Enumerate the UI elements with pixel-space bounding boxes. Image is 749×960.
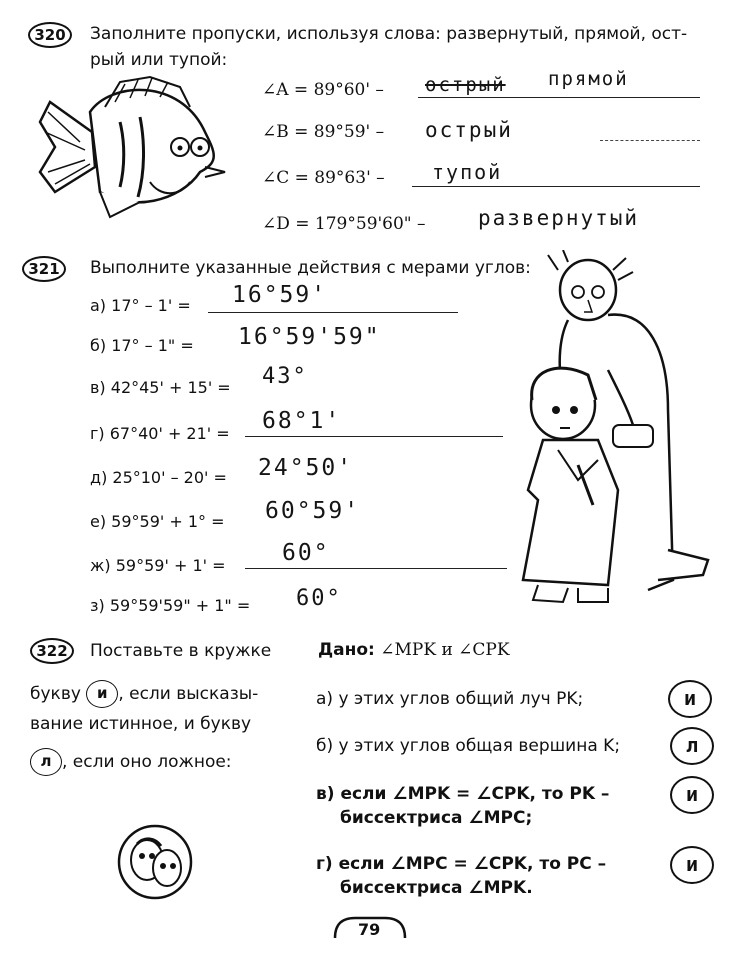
task-v-expression: в) 42°45' + 15' =	[90, 378, 231, 397]
angle-b-expression: ∠B = 89°59' –	[262, 122, 385, 142]
statement-g-answer-circle: и	[670, 846, 714, 884]
angle-d-expression: ∠D = 179°59'60" –	[262, 214, 426, 234]
task-e-expression: е) 59°59' + 1° =	[90, 512, 225, 531]
exercise-321-instruction: Выполните указанные действия с мерами углов:	[90, 258, 531, 278]
page-number: 79	[358, 920, 381, 939]
angle-c-answer: тупой	[432, 160, 503, 184]
exercise-322-line3: вание истинное, и букву	[30, 714, 252, 734]
statement-b-answer-circle: л	[670, 727, 714, 765]
angle-a-expression: ∠A = 89°60' –	[262, 80, 384, 100]
task-b-answer: 16°59'59"	[238, 324, 381, 350]
task-d-answer: 24°50'	[258, 455, 354, 481]
exercise-321-badge: 321	[22, 256, 66, 282]
statement-a: а) у этих углов общий луч PK;	[316, 689, 584, 709]
angle-c-expression: ∠C = 89°63' –	[262, 168, 385, 188]
statement-a-answer-circle: и	[668, 680, 712, 718]
exercise-320-instruction-line2: рый или тупой:	[90, 50, 228, 70]
exercise-322-badge: 322	[30, 638, 74, 664]
letter-true-circle: и	[86, 680, 118, 708]
task-e-answer: 60°59'	[265, 498, 361, 524]
task-g-answer: 68°1'	[262, 408, 342, 434]
statement-v-line1: в) если ∠MPK = ∠CPK, то PK –	[316, 784, 610, 804]
letter-false-circle: л	[30, 748, 62, 776]
given-expression: ∠MPK и ∠CPK	[380, 640, 510, 660]
exercise-322-line1: Поставьте в кружке	[90, 641, 272, 661]
angle-d-answer: развернутый	[478, 206, 640, 230]
given-label: Дано:	[318, 640, 375, 660]
task-z-answer: 60°	[296, 586, 342, 611]
statement-v-line2: биссектриса ∠MPC;	[340, 808, 533, 828]
statement-v-answer-circle: и	[670, 776, 714, 814]
portrait-illustration	[115, 822, 195, 902]
task-a-expression: а) 17° – 1' =	[90, 296, 191, 315]
given-block	[318, 640, 510, 660]
angle-c-answer-line	[412, 186, 700, 187]
angle-a-answer-line	[418, 97, 700, 98]
exercise-322-line2-pre: букву	[30, 684, 81, 704]
task-a-answer: 16°59'	[232, 282, 328, 308]
task-g-answer-line	[245, 436, 503, 437]
task-zh-answer: 60°	[282, 540, 330, 566]
task-g-expression: г) 67°40' + 21' =	[90, 424, 230, 443]
exercise-320-badge: 320	[28, 22, 72, 48]
fish-illustration	[30, 72, 230, 232]
angle-a-answer: прямой	[548, 68, 629, 90]
exercise-320-instruction-line1: Заполните пропуски, используя слова: развернутый, прямой, ост-	[90, 24, 688, 44]
statement-g-line2: биссектриса ∠MPK.	[340, 878, 533, 898]
exercise-322-line2-post: , если высказы-	[118, 684, 259, 704]
angle-a-struck-answer: острый	[425, 74, 506, 96]
exercise-322-line4-post: , если оно ложное:	[62, 752, 232, 772]
exercise-322-line2	[30, 680, 258, 708]
task-zh-expression: ж) 59°59' + 1' =	[90, 556, 226, 575]
exercise-322-line4	[30, 748, 232, 776]
task-d-expression: д) 25°10' – 20' =	[90, 468, 227, 487]
statement-b: б) у этих углов общая вершина K;	[316, 736, 621, 756]
angle-b-answer-line	[600, 140, 700, 141]
task-v-answer: 43°	[262, 364, 308, 389]
task-a-answer-line	[208, 312, 458, 313]
angle-b-answer: острый	[425, 118, 513, 142]
teacher-student-illustration	[518, 250, 733, 605]
task-zh-answer-line	[245, 568, 507, 569]
task-z-expression: з) 59°59'59" + 1" =	[90, 596, 251, 615]
statement-g-line1: г) если ∠MPC = ∠CPK, то PC –	[316, 854, 607, 874]
task-b-expression: б) 17° – 1" =	[90, 336, 194, 355]
